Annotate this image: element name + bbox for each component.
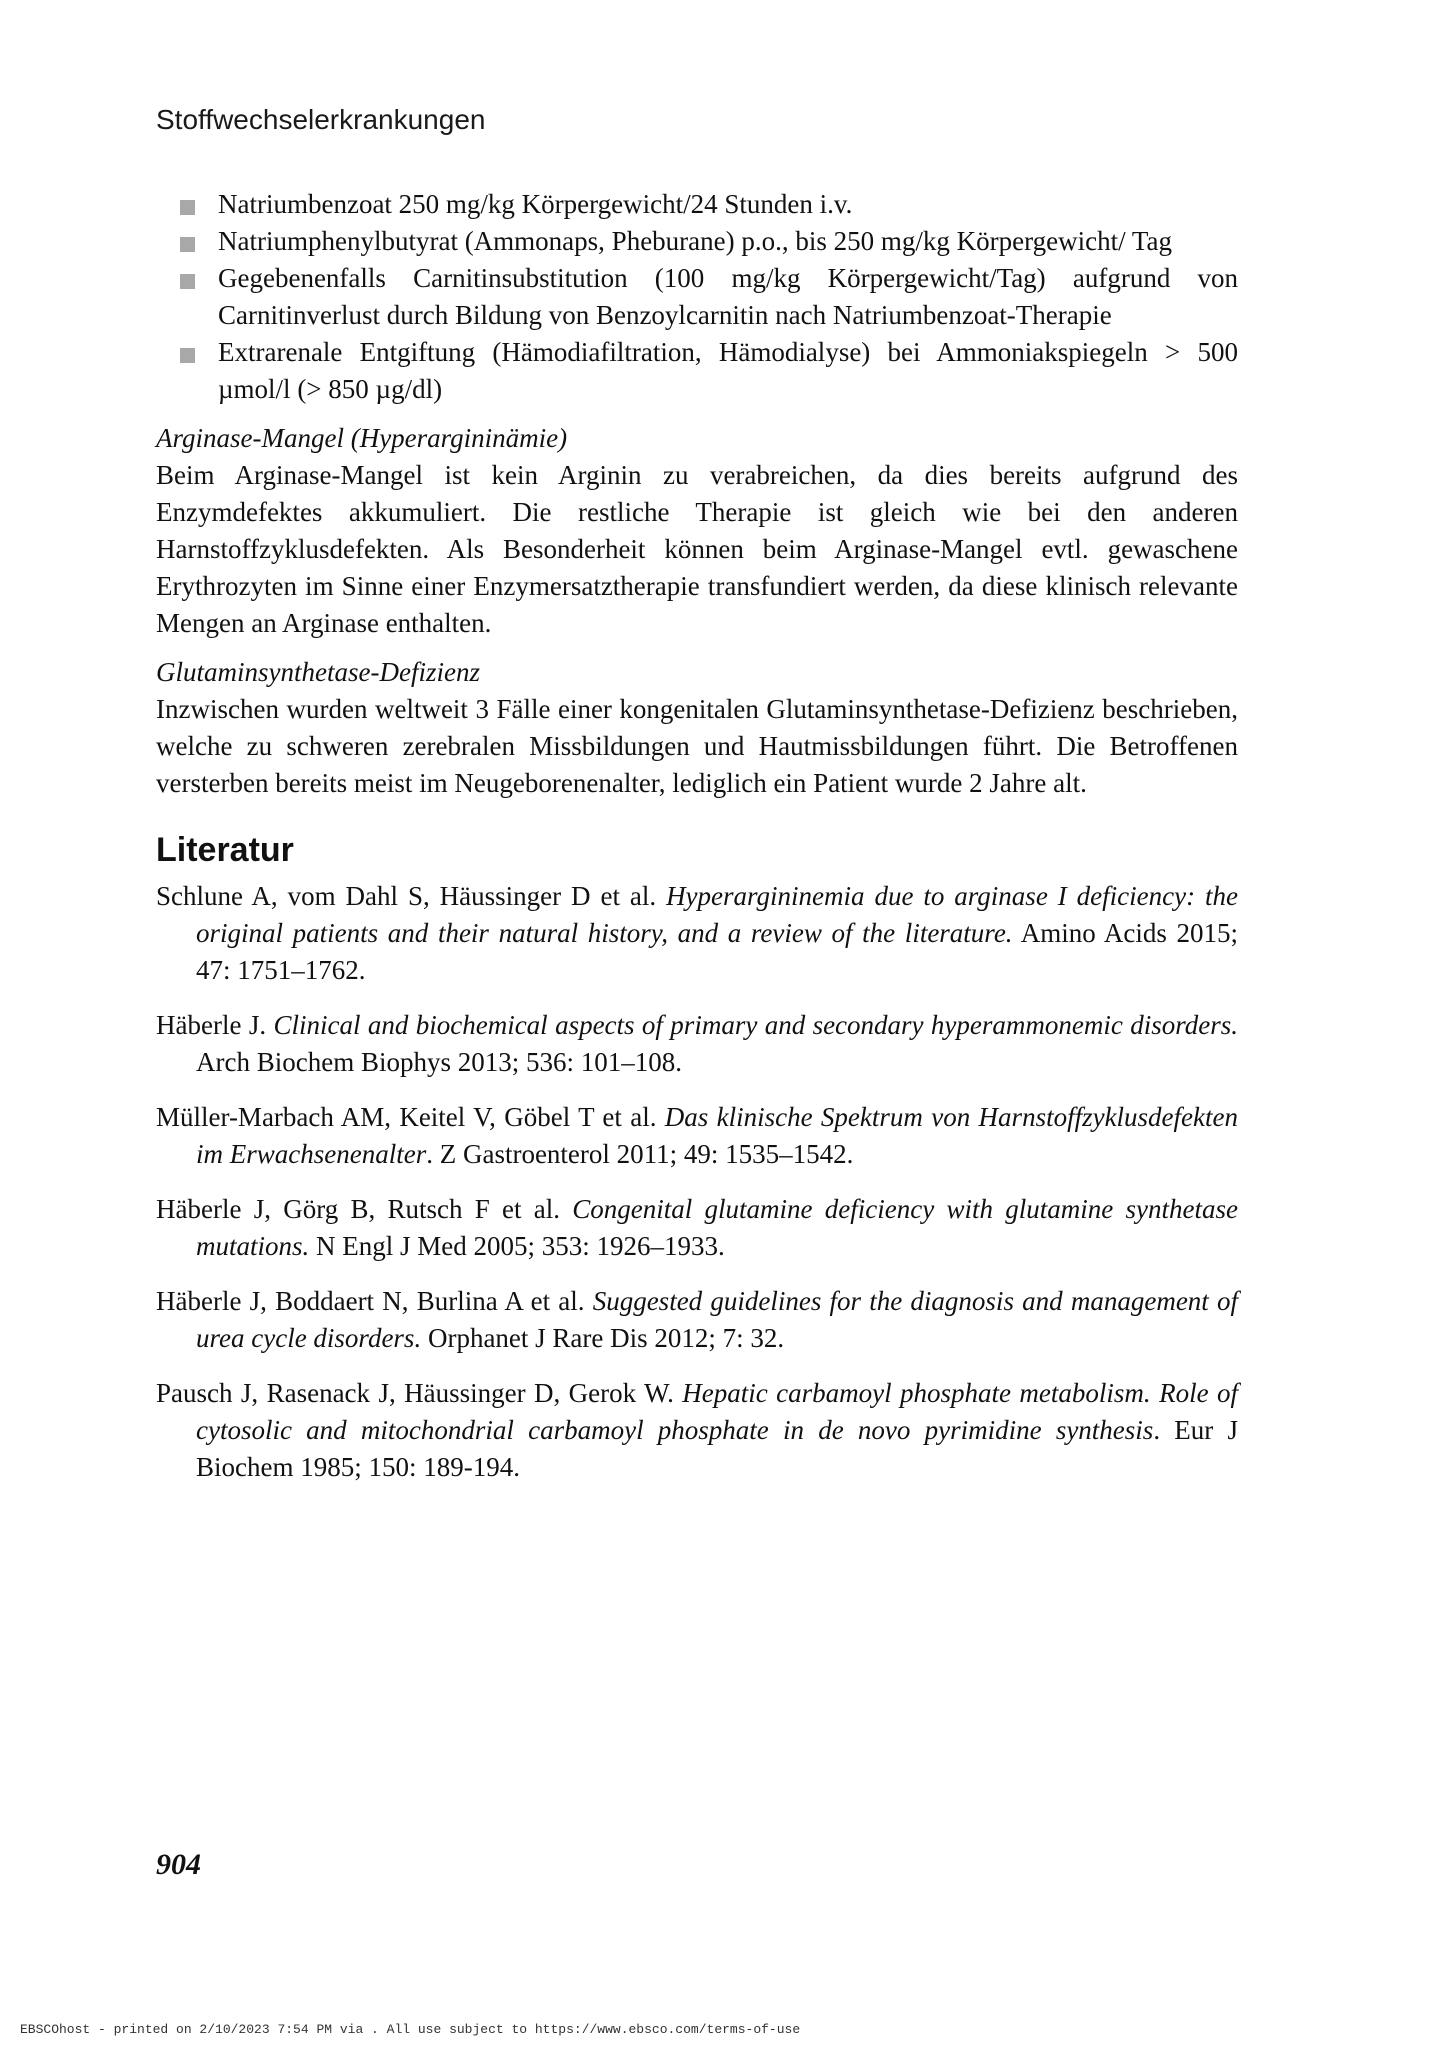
reference-title: Congenital glutamine deficiency with glutamine synthetase mutations. — [196, 1194, 1238, 1261]
section-paragraph: Inzwischen wurden weltweit 3 Fälle einer kongenitalen Glutaminsynthetase-Defizienz beschrieben, welche zu schweren zerebralen Missbildungen und Hautmissbildungen führt. Die Betroffenen versterben bereits meist im Neugeborenenalter, lediglich ein Patient wurde 2 Jahre alt. — [156, 694, 1238, 798]
reference-authors: Pausch J, Rasenack J, Häussinger D, Gerok W. — [156, 1378, 683, 1408]
reference-title: Hepatic carbamoyl phosphate metabolism. Role of cytosolic and mitochondrial carbamoyl phosphate in de novo pyrimidine synthesis — [196, 1378, 1238, 1445]
reference-title: Suggested guidelines for the diagnosis and management of urea cycle disorders. — [196, 1286, 1238, 1353]
reference-source: Amino Acids 2015; 47: 1751–1762. — [196, 918, 1239, 985]
reference-authors: Häberle J, Görg B, Rutsch F et al. — [156, 1194, 573, 1224]
list-item-text: Natriumphenylbutyrat (Ammonaps, Pheburane) p.o., bis 250 mg/kg Körpergewicht/ Tag — [218, 226, 1172, 256]
list-item — [156, 334, 1238, 408]
section-paragraph: Beim Arginase-Mangel ist kein Arginin zu verabreichen, da dies bereits aufgrund des Enzymdefektes akkumuliert. Die restliche Therapie ist gleich wie bei den anderen Harnstoffzyklusdefekten. Als Besonderheit können beim Arginase-Mangel evtl. gewaschene Erythrozyten im Sinne einer Enzymersatztherapie transfundiert werden, da diese klinisch relevante Mengen an Arginase enthalten. — [156, 460, 1238, 638]
reference-authors: Häberle J, Boddaert N, Burlina A et al. — [156, 1286, 593, 1316]
section-subheading: Glutaminsynthetase-Defizienz — [156, 657, 480, 687]
reference-item — [156, 1191, 1238, 1265]
reference-source: Orphanet J Rare Dis 2012; 7: 32. — [421, 1323, 785, 1353]
reference-item — [156, 1099, 1238, 1173]
reference-source: . Z Gastroenterol 2011; 49: 1535–1542. — [426, 1139, 854, 1169]
footer-terms-note: EBSCOhost - printed on 2/10/2023 7:54 PM via . All use subject to https://www.ebsco.com/terms-of-use — [20, 2022, 801, 2037]
reference-title: Das klinische Spektrum von Harnstoffzyklusdefekten im Erwachsenenalter — [196, 1102, 1238, 1169]
reference-source: . Eur J Biochem 1985; 150: 189-194. — [196, 1415, 1238, 1482]
square-bullet-icon — [180, 348, 195, 363]
section-subheading: Arginase-Mangel (Hyperargininämie) — [156, 423, 568, 453]
literature-heading: Literatur — [156, 831, 294, 869]
reference-title: Clinical and biochemical aspects of primary and secondary hyperammonemic disorders. — [273, 1010, 1239, 1040]
list-item — [156, 260, 1238, 334]
list-item — [156, 223, 1238, 260]
reference-authors: Müller-Marbach AM, Keitel V, Göbel T et al. — [156, 1102, 665, 1132]
therapy-list — [156, 186, 1238, 408]
reference-authors: Häberle J. — [156, 1010, 274, 1040]
reference-item — [156, 1007, 1238, 1081]
square-bullet-icon — [180, 274, 195, 289]
list-item-text: Gegebenenfalls Carnitinsubstitution (100 mg/kg Körpergewicht/Tag) aufgrund von Carnitinverlust durch Bildung von Benzoylcarnitin nach Natriumbenzoat-Therapie — [218, 263, 1238, 330]
reference-item — [156, 1375, 1238, 1486]
square-bullet-icon — [180, 200, 195, 215]
list-item-text: Extrarenale Entgiftung (Hämodiafiltration, Hämodialyse) bei Ammoniakspiegeln > 500 µmol/l (> 850 µg/dl) — [218, 337, 1238, 404]
list-item — [156, 186, 1238, 223]
running-header: Stoffwechselerkrankungen — [156, 104, 486, 135]
reference-item — [156, 878, 1238, 989]
page-number: 904 — [156, 1848, 201, 1881]
reference-source: Arch Biochem Biophys 2013; 536: 101–108. — [196, 1047, 682, 1077]
reference-title: Hyperargininemia due to arginase I deficiency: the original patients and their natural history, and a review of the literature. — [196, 881, 1238, 948]
reference-authors: Schlune A, vom Dahl S, Häussinger D et al. — [156, 881, 667, 911]
page-content — [156, 186, 1238, 1504]
list-item-text: Natriumbenzoat 250 mg/kg Körpergewicht/24 Stunden i.v. — [218, 189, 853, 219]
reference-item — [156, 1283, 1238, 1357]
square-bullet-icon — [180, 237, 195, 252]
reference-source: N Engl J Med 2005; 353: 1926–1933. — [309, 1231, 725, 1261]
